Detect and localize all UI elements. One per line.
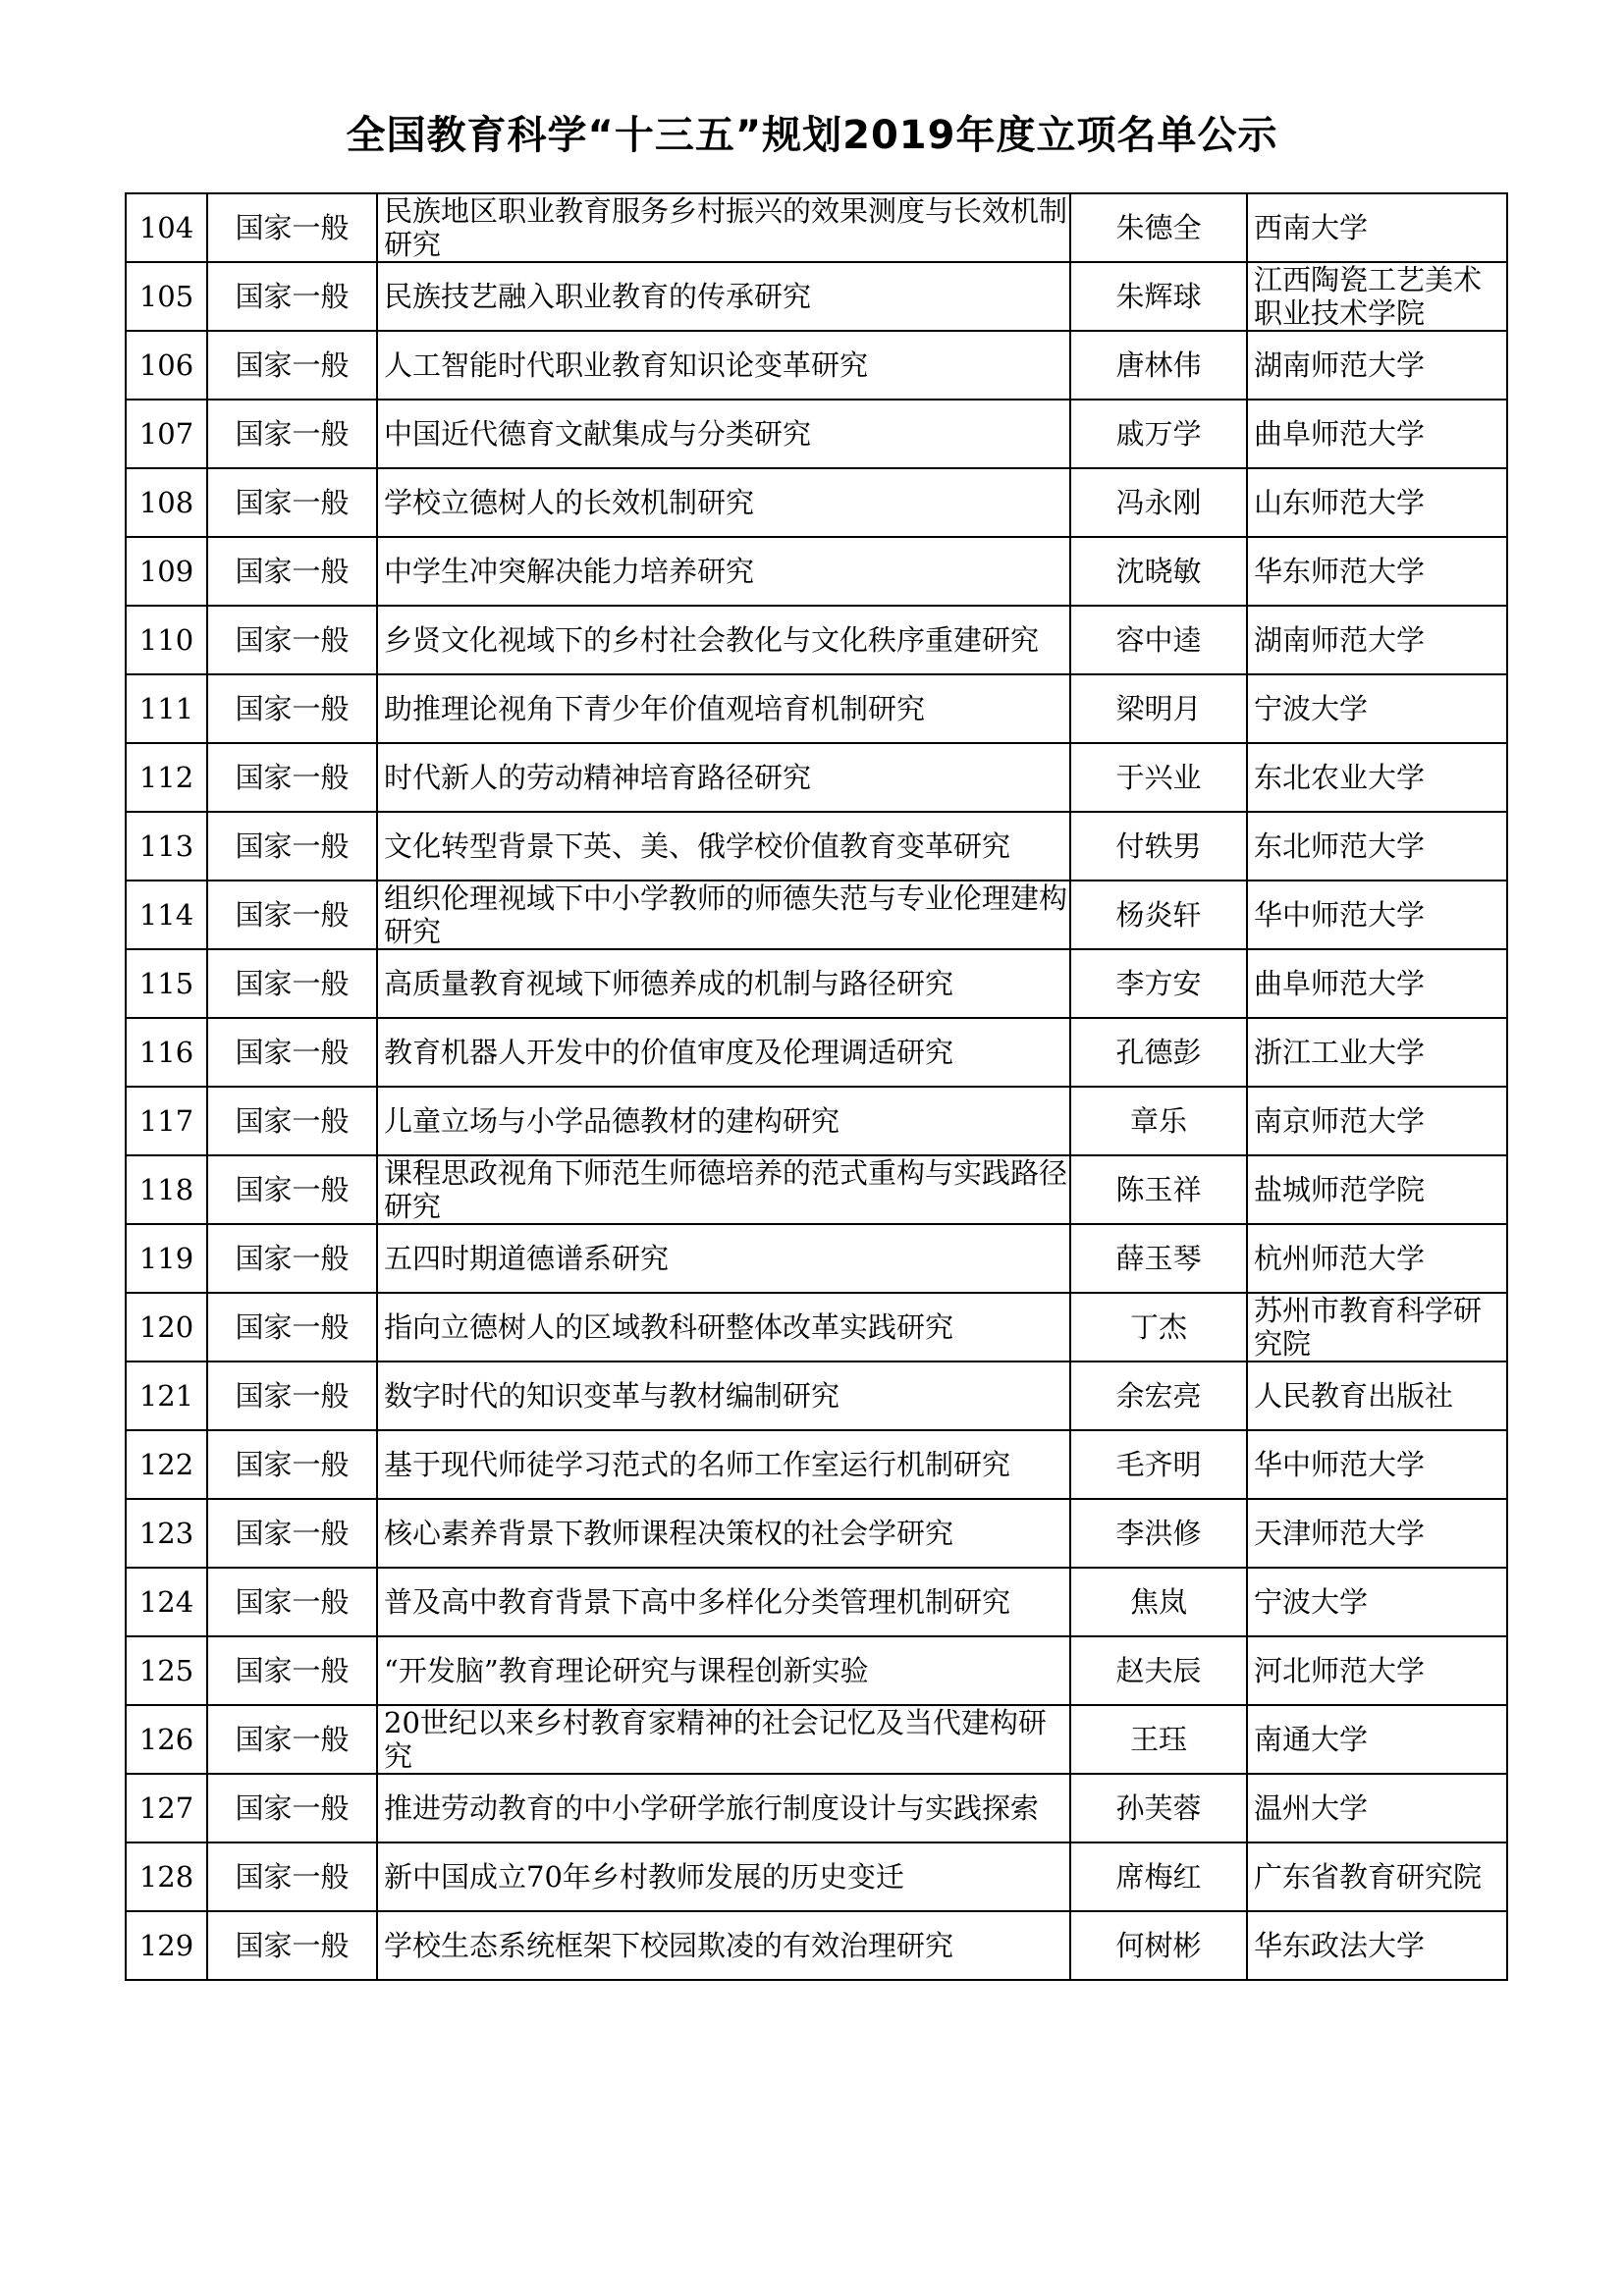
project-organization: 温州大学 (1247, 1774, 1507, 1842)
table-row (126, 1705, 1507, 1774)
table-row (126, 1087, 1507, 1155)
project-organization: 天津师范大学 (1247, 1499, 1507, 1568)
project-leader: 杨炎轩 (1070, 881, 1247, 949)
project-category: 国家一般 (207, 1430, 377, 1499)
project-organization: 盐城师范学院 (1247, 1155, 1507, 1224)
project-leader: 章乐 (1070, 1087, 1247, 1155)
project-leader: 朱辉球 (1070, 262, 1247, 331)
project-category: 国家一般 (207, 881, 377, 949)
project-category: 国家一般 (207, 1705, 377, 1774)
project-leader: 王珏 (1070, 1705, 1247, 1774)
project-number: 115 (126, 949, 207, 1018)
project-title: 民族地区职业教育服务乡村振兴的效果测度与长效机制研究 (377, 193, 1070, 262)
project-number: 121 (126, 1362, 207, 1430)
project-category: 国家一般 (207, 1842, 377, 1911)
project-leader: 李方安 (1070, 949, 1247, 1018)
project-organization: 华东政法大学 (1247, 1911, 1507, 1980)
project-leader: 何树彬 (1070, 1911, 1247, 1980)
project-organization: 湖南师范大学 (1247, 606, 1507, 674)
project-organization: 西南大学 (1247, 193, 1507, 262)
project-number: 116 (126, 1018, 207, 1087)
table-row (126, 1224, 1507, 1293)
project-leader: 容中逵 (1070, 606, 1247, 674)
project-leader: 席梅红 (1070, 1842, 1247, 1911)
project-title: 文化转型背景下英、美、俄学校价值教育变革研究 (377, 812, 1070, 881)
table-row (126, 537, 1507, 606)
table-row (126, 1293, 1507, 1362)
project-list-body (126, 193, 1507, 1980)
project-leader: 付轶男 (1070, 812, 1247, 881)
project-organization: 湖南师范大学 (1247, 331, 1507, 400)
project-organization: 杭州师范大学 (1247, 1224, 1507, 1293)
project-category: 国家一般 (207, 743, 377, 812)
project-category: 国家一般 (207, 1224, 377, 1293)
project-title: 五四时期道德谱系研究 (377, 1224, 1070, 1293)
project-title: 中学生冲突解决能力培养研究 (377, 537, 1070, 606)
project-category: 国家一般 (207, 1636, 377, 1705)
project-leader: 戚万学 (1070, 400, 1247, 468)
project-title: 推进劳动教育的中小学研学旅行制度设计与实践探索 (377, 1774, 1070, 1842)
project-title: 20世纪以来乡村教育家精神的社会记忆及当代建构研究 (377, 1705, 1070, 1774)
project-organization: 宁波大学 (1247, 674, 1507, 743)
table-row (126, 1499, 1507, 1568)
table-row (126, 743, 1507, 812)
project-number: 107 (126, 400, 207, 468)
project-leader: 梁明月 (1070, 674, 1247, 743)
project-category: 国家一般 (207, 1499, 377, 1568)
project-number: 119 (126, 1224, 207, 1293)
project-title: 学校生态系统框架下校园欺凌的有效治理研究 (377, 1911, 1070, 1980)
project-organization: 苏州市教育科学研究院 (1247, 1293, 1507, 1362)
project-number: 108 (126, 468, 207, 537)
project-category: 国家一般 (207, 400, 377, 468)
project-category: 国家一般 (207, 1362, 377, 1430)
project-leader: 朱德全 (1070, 193, 1247, 262)
project-leader: 孔德彭 (1070, 1018, 1247, 1087)
project-title: “开发脑”教育理论研究与课程创新实验 (377, 1636, 1070, 1705)
project-leader: 丁杰 (1070, 1293, 1247, 1362)
project-leader: 赵夫辰 (1070, 1636, 1247, 1705)
project-number: 114 (126, 881, 207, 949)
table-row (126, 606, 1507, 674)
table-row (126, 881, 1507, 949)
project-title: 数字时代的知识变革与教材编制研究 (377, 1362, 1070, 1430)
project-title: 助推理论视角下青少年价值观培育机制研究 (377, 674, 1070, 743)
project-leader: 唐林伟 (1070, 331, 1247, 400)
table-row (126, 1911, 1507, 1980)
project-number: 120 (126, 1293, 207, 1362)
table-row (126, 468, 1507, 537)
project-number: 110 (126, 606, 207, 674)
project-title: 人工智能时代职业教育知识论变革研究 (377, 331, 1070, 400)
project-organization: 南通大学 (1247, 1705, 1507, 1774)
project-number: 109 (126, 537, 207, 606)
project-title: 新中国成立70年乡村教师发展的历史变迁 (377, 1842, 1070, 1911)
project-number: 125 (126, 1636, 207, 1705)
project-number: 117 (126, 1087, 207, 1155)
project-title: 乡贤文化视域下的乡村社会教化与文化秩序重建研究 (377, 606, 1070, 674)
project-number: 123 (126, 1499, 207, 1568)
project-title: 普及高中教育背景下高中多样化分类管理机制研究 (377, 1568, 1070, 1636)
table-row (126, 1430, 1507, 1499)
project-organization: 南京师范大学 (1247, 1087, 1507, 1155)
project-category: 国家一般 (207, 1774, 377, 1842)
project-category: 国家一般 (207, 537, 377, 606)
table-row (126, 1568, 1507, 1636)
project-category: 国家一般 (207, 193, 377, 262)
project-organization: 广东省教育研究院 (1247, 1842, 1507, 1911)
project-number: 127 (126, 1774, 207, 1842)
project-title: 课程思政视角下师范生师德培养的范式重构与实践路径研究 (377, 1155, 1070, 1224)
project-title: 中国近代德育文献集成与分类研究 (377, 400, 1070, 468)
table-row (126, 400, 1507, 468)
project-number: 112 (126, 743, 207, 812)
project-number: 104 (126, 193, 207, 262)
project-leader: 余宏亮 (1070, 1362, 1247, 1430)
project-title: 组织伦理视域下中小学教师的师德失范与专业伦理建构研究 (377, 881, 1070, 949)
project-title: 教育机器人开发中的价值审度及伦理调适研究 (377, 1018, 1070, 1087)
project-organization: 山东师范大学 (1247, 468, 1507, 537)
project-category: 国家一般 (207, 812, 377, 881)
project-category: 国家一般 (207, 468, 377, 537)
project-category: 国家一般 (207, 1155, 377, 1224)
table-row (126, 1362, 1507, 1430)
project-leader: 李洪修 (1070, 1499, 1247, 1568)
project-category: 国家一般 (207, 1568, 377, 1636)
project-organization: 河北师范大学 (1247, 1636, 1507, 1705)
project-number: 129 (126, 1911, 207, 1980)
page-title: 全国教育科学“十三五”规划2019年度立项名单公示 (346, 113, 1278, 158)
table-row (126, 1842, 1507, 1911)
project-list-table (125, 192, 1508, 1981)
project-organization: 华中师范大学 (1247, 1430, 1507, 1499)
table-row (126, 262, 1507, 331)
project-category: 国家一般 (207, 674, 377, 743)
project-organization: 宁波大学 (1247, 1568, 1507, 1636)
table-row (126, 1018, 1507, 1087)
project-organization: 曲阜师范大学 (1247, 400, 1507, 468)
table-row (126, 949, 1507, 1018)
project-organization: 曲阜师范大学 (1247, 949, 1507, 1018)
table-row (126, 331, 1507, 400)
table-row (126, 1774, 1507, 1842)
project-leader: 陈玉祥 (1070, 1155, 1247, 1224)
project-category: 国家一般 (207, 331, 377, 400)
project-number: 111 (126, 674, 207, 743)
project-title: 儿童立场与小学品德教材的建构研究 (377, 1087, 1070, 1155)
project-category: 国家一般 (207, 262, 377, 331)
project-leader: 焦岚 (1070, 1568, 1247, 1636)
project-number: 122 (126, 1430, 207, 1499)
project-leader: 薛玉琴 (1070, 1224, 1247, 1293)
project-organization: 人民教育出版社 (1247, 1362, 1507, 1430)
project-leader: 孙芙蓉 (1070, 1774, 1247, 1842)
project-title: 高质量教育视域下师德养成的机制与路径研究 (377, 949, 1070, 1018)
project-category: 国家一般 (207, 606, 377, 674)
project-category: 国家一般 (207, 949, 377, 1018)
table-row (126, 812, 1507, 881)
table-row (126, 1155, 1507, 1224)
project-organization: 华东师范大学 (1247, 537, 1507, 606)
project-leader: 毛齐明 (1070, 1430, 1247, 1499)
project-category: 国家一般 (207, 1018, 377, 1087)
project-title: 时代新人的劳动精神培育路径研究 (377, 743, 1070, 812)
project-organization: 浙江工业大学 (1247, 1018, 1507, 1087)
table-row (126, 1636, 1507, 1705)
project-title: 核心素养背景下教师课程决策权的社会学研究 (377, 1499, 1070, 1568)
project-organization: 东北师范大学 (1247, 812, 1507, 881)
project-title: 指向立德树人的区域教科研整体改革实践研究 (377, 1293, 1070, 1362)
project-organization: 华中师范大学 (1247, 881, 1507, 949)
project-leader: 于兴业 (1070, 743, 1247, 812)
table-row (126, 193, 1507, 262)
table-row (126, 674, 1507, 743)
project-number: 128 (126, 1842, 207, 1911)
project-number: 105 (126, 262, 207, 331)
project-organization: 江西陶瓷工艺美术职业技术学院 (1247, 262, 1507, 331)
project-number: 124 (126, 1568, 207, 1636)
project-leader: 冯永刚 (1070, 468, 1247, 537)
project-number: 106 (126, 331, 207, 400)
project-number: 126 (126, 1705, 207, 1774)
project-title: 基于现代师徒学习范式的名师工作室运行机制研究 (377, 1430, 1070, 1499)
project-category: 国家一般 (207, 1087, 377, 1155)
project-leader: 沈晓敏 (1070, 537, 1247, 606)
project-category: 国家一般 (207, 1911, 377, 1980)
project-title: 民族技艺融入职业教育的传承研究 (377, 262, 1070, 331)
project-organization: 东北农业大学 (1247, 743, 1507, 812)
project-category: 国家一般 (207, 1293, 377, 1362)
project-number: 113 (126, 812, 207, 881)
project-number: 118 (126, 1155, 207, 1224)
project-title: 学校立德树人的长效机制研究 (377, 468, 1070, 537)
